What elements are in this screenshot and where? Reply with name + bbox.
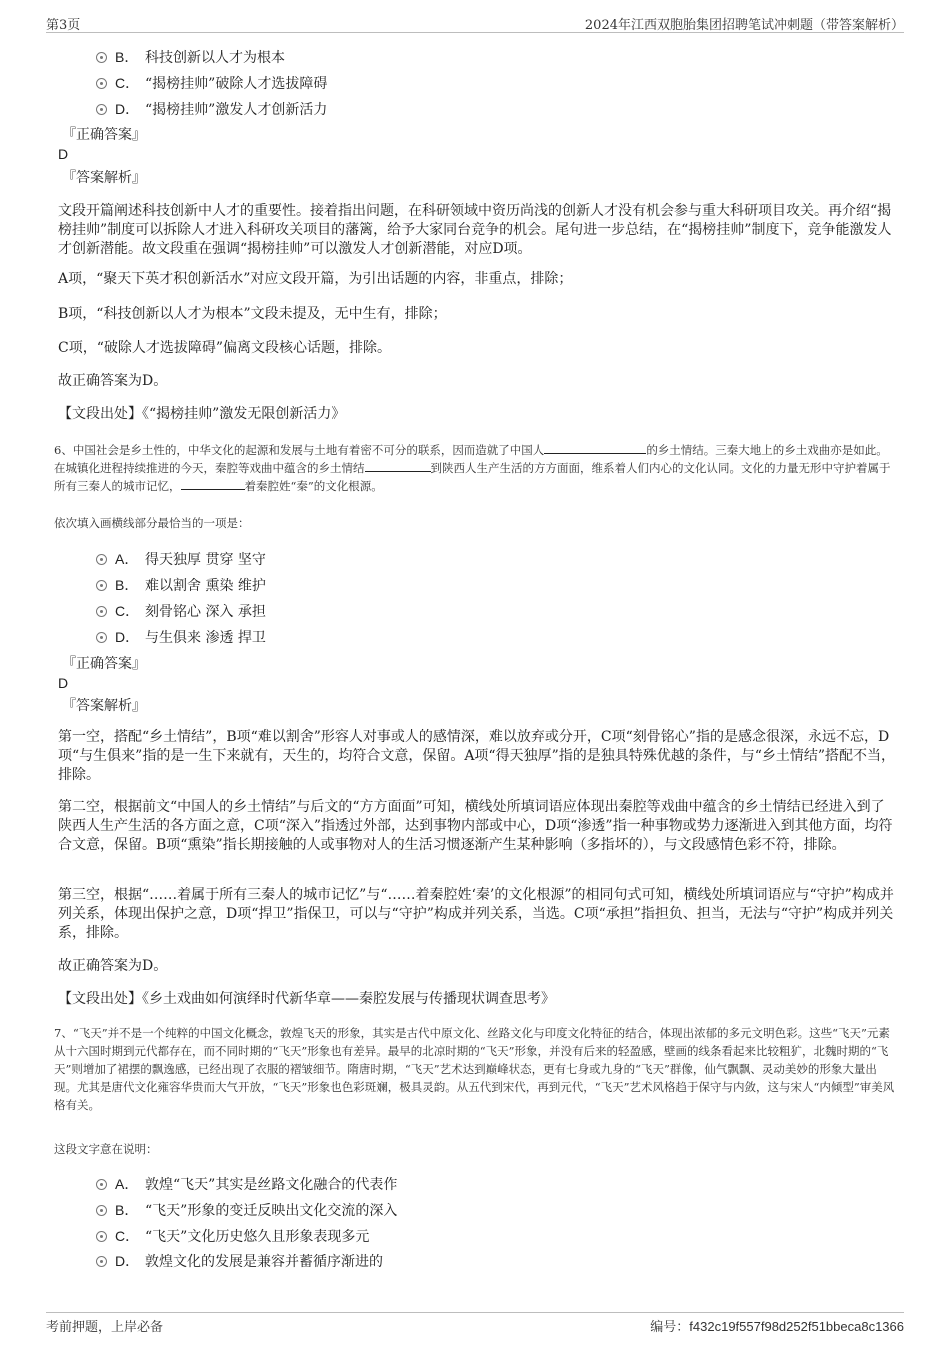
q6-conclusion: 故正确答案为D。 xyxy=(58,958,168,974)
q5-option-d[interactable]: D． “揭榜挂帅”激发人才创新活力 xyxy=(96,99,327,119)
q5-analysis-paragraph: A项，“聚天下英才积创新活水”对应文段开篇，为引出话题的内容，非重点，排除； xyxy=(58,271,573,287)
q7-option-b[interactable]: B． “飞天”形象的变迁反映出文化交流的深入 xyxy=(96,1200,397,1220)
radio-icon[interactable] xyxy=(96,1205,107,1216)
q7-option-d[interactable]: D． 敦煌文化的发展是兼容并蓄循序渐进的 xyxy=(96,1251,383,1271)
q6-source: 【文段出处】《乡土戏曲如何演绎时代新华章——秦腔发展与传播现状调查思考》 xyxy=(58,991,555,1007)
q5-option-c[interactable]: C． “揭榜挂帅”破除人才选拔障碍 xyxy=(96,73,327,93)
radio-icon[interactable] xyxy=(96,632,107,643)
radio-icon[interactable] xyxy=(96,580,107,591)
footer-slogan: 考前押题，上岸必备 xyxy=(46,1320,164,1335)
fill-blank xyxy=(181,477,245,490)
radio-icon[interactable] xyxy=(96,1256,107,1267)
q5-answer-label: 『正确答案』 xyxy=(62,127,146,143)
q7-option-c[interactable]: C． “飞天”文化历史悠久且形象表现多元 xyxy=(96,1226,369,1246)
q5-source: 【文段出处】《“揭榜挂帅”激发无限创新活力》 xyxy=(58,406,346,422)
q6-option-b[interactable]: B． 难以割舍 熏染 维护 xyxy=(96,575,266,595)
radio-icon[interactable] xyxy=(96,78,107,89)
q7-stem: 7、“飞天”并不是一个纯粹的中国文化概念，敦煌飞天的形象，其实是古代中原文化、丝路文化与印度文化特征的结合，体现出浓郁的多元文明色彩。这些“飞天”元素从十六国时期到元代都存在，而不同时期的“飞天”形象也有差异。最早的北凉时期的“飞天”形象，并没有后来的轻盈感，壁画的线条看起来比较粗犷，北魏时期的“飞天”则增加了裙摆的飘逸感，已经出现了衣服的褶皱细节。隋唐时期，“飞天”艺术达到巅峰状态，更有七身或九身的“飞天”群像，仙气飘飘、灵动美妙的形象大量出现。尤其是唐代文化雍容华贵而大气开放，“飞天”形象也色彩斑斓，极具灵韵。从五代到宋代，再到元代，“飞天”艺术风格趋于保守与内敛，这与宋人“内倾型”审美风格有关。 xyxy=(54,1026,895,1112)
q6-option-d[interactable]: D． 与生俱来 渗透 捍卫 xyxy=(96,627,266,647)
q5-analysis-paragraph: B项，“科技创新以人才为根本”文段未提及，无中生有，排除； xyxy=(58,306,447,322)
fill-blank xyxy=(365,459,431,472)
document-id: 编号：f432c19f557f98d252f51bbeca8c1366 xyxy=(650,1319,904,1334)
q5-analysis-label: 『答案解析』 xyxy=(62,170,146,186)
q6-prompt: 依次填入画横线部分最恰当的一项是： xyxy=(54,516,250,530)
q6-option-a[interactable]: A． 得天独厚 贯穿 坚守 xyxy=(96,549,266,569)
page-footer xyxy=(46,1312,904,1333)
q7-prompt: 这段文字意在说明： xyxy=(54,1142,158,1156)
q5-answer: D xyxy=(58,146,69,162)
q6-option-c[interactable]: C． 刻骨铭心 深入 承担 xyxy=(96,601,266,621)
q6-stem: 6、中国社会是乡土性的，中华文化的起源和发展与土地有着密不可分的联系，因而造就了中国人 的乡土情结。三秦大地上的乡土戏曲亦是如此。在城镇化进程持续推进的今天，秦腔等戏曲中蕴含的乡土情结 到陕西人生产生活的方方面面，维系着人们内心的文化认同。文化的力量无形中守护着属于所有三秦人的城市记忆， 着秦腔姓“秦”的文化根源。 xyxy=(54,443,891,493)
q6-analysis-paragraph: 第三空，根据“……着属于所有三秦人的城市记忆”与“……着秦腔姓‘秦’的文化根源”的相同句式可知，横线处所填词语应与“守护”构成并列关系，体现出保护之意，D项“捍卫”指保卫，可以与“守护”构成并列关系，当选。C项“承担”指担负、担当，无法与“守护”构成并列关系，排除。 xyxy=(58,887,894,941)
radio-icon[interactable] xyxy=(96,606,107,617)
radio-icon[interactable] xyxy=(96,104,107,115)
radio-icon[interactable] xyxy=(96,554,107,565)
radio-icon[interactable] xyxy=(96,1231,107,1242)
q5-analysis-paragraph: C项，“破除人才选拔障碍”偏离文段核心话题，排除。 xyxy=(58,340,392,356)
fill-blank xyxy=(544,441,646,454)
q6-analysis-paragraph: 第二空，根据前文“中国人的乡土情结”与后文的“方方面面”可知，横线处所填词语应体现出秦腔等戏曲中蕴含的乡土情结已经进入到了陕西人生产生活的各方面之意，C项“深入”指透过外部，达到事物内部或中心，D项“渗透”指一种事物或势力逐渐进入到其他方面，均符合文意，保留。B项“熏染”指长期接触的人或事物对人的生活习惯逐渐产生某种影响（多指坏的），与文段感情色彩不符，排除。 xyxy=(58,799,893,853)
document-title: 2024年江西双胞胎集团招聘笔试冲刺题（带答案解析） xyxy=(584,18,904,33)
q5-option-b[interactable]: B． 科技创新以人才为根本 xyxy=(96,47,285,67)
radio-icon[interactable] xyxy=(96,1179,107,1190)
q7-option-a[interactable]: A． 敦煌“飞天”其实是丝路文化融合的代表作 xyxy=(96,1174,397,1194)
q6-answer: D xyxy=(58,675,69,691)
q5-analysis-paragraph: 文段开篇阐述科技创新中人才的重要性。接着指出问题，在科研领域中资历尚浅的创新人才没有机会参与重大科研项目攻关。再介绍“揭榜挂帅”制度可以拆除人才进入科研攻关项目的藩篱，给予大家同台竞争的机会。尾句进一步总结，在“揭榜挂帅”制度下，竞争能激发人才创新潜能。故文段重在强调“揭榜挂帅”可以激发人才创新潜能，对应D项。 xyxy=(58,203,892,257)
q6-answer-label: 『正确答案』 xyxy=(62,656,146,672)
q6-analysis-paragraph: 第一空，搭配“乡土情结”，B项“难以割舍”形容人对事或人的感情深，难以放弃或分开，C项“刻骨铭心”指的是感念很深，永远不忘，D项“与生俱来”指的是一生下来就有，天生的，均符合文意，保留。A项“得天独厚”指的是独具特殊优越的条件，与“乡土情结”搭配不当，排除。 xyxy=(58,729,896,783)
page-header xyxy=(46,14,904,33)
radio-icon[interactable] xyxy=(96,52,107,63)
page-number: 第3页 xyxy=(46,18,81,33)
q6-analysis-label: 『答案解析』 xyxy=(62,698,146,714)
q5-conclusion: 故正确答案为D。 xyxy=(58,373,168,389)
